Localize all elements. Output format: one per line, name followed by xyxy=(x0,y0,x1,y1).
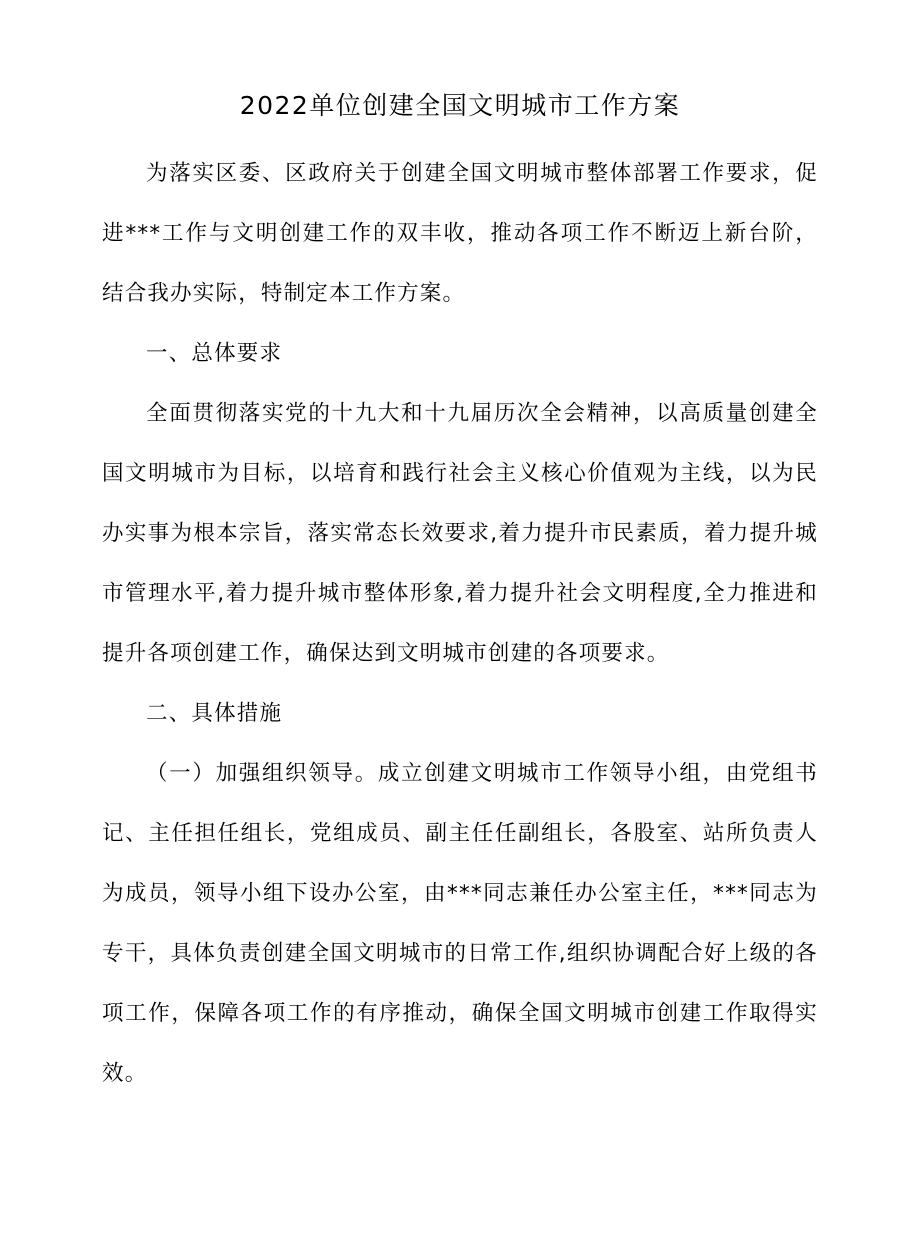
section-2-item-1-paragraph: （一）加强组织领导。成立创建文明城市工作领导小组，由党组书记、主任担任组长，党组成员、副主任任副组长，各股室、站所负责人为成员，领导小组下设办公室，由***同志兼任办公室主任，***同志为专干，具体负责创建全国文明城市的日常工作,组织协调配合好上级的各项工作，保障各项工作的有序推动，确保全国文明城市创建工作取得实效。 xyxy=(102,761,818,1086)
section-1-paragraph: 全面贯彻落实党的十九大和十九届历次全会精神，以高质量创建全国文明城市为目标，以培育和践行社会主义核心价值观为主线，以为民办实事为根本宗旨，落实常态长效要求,着力提升市民素质，着力提升城市管理水平,着力提升城市整体形象,着力提升社会文明程度,全力推进和提升各项创建工作，确保达到文明城市创建的各项要求。 xyxy=(102,401,818,666)
section-2-heading: 二、具体措施 xyxy=(146,701,283,726)
document-title: 2022单位创建全国文明城市工作方案 xyxy=(239,91,681,120)
section-1-heading: 一、总体要求 xyxy=(146,341,283,366)
intro-paragraph: 为落实区委、区政府关于创建全国文明城市整体部署工作要求，促进***工作与文明创建工作的双丰收，推动各项工作不断迈上新台阶，结合我办实际，特制定本工作方案。 xyxy=(102,161,818,306)
document-body xyxy=(102,144,818,1104)
